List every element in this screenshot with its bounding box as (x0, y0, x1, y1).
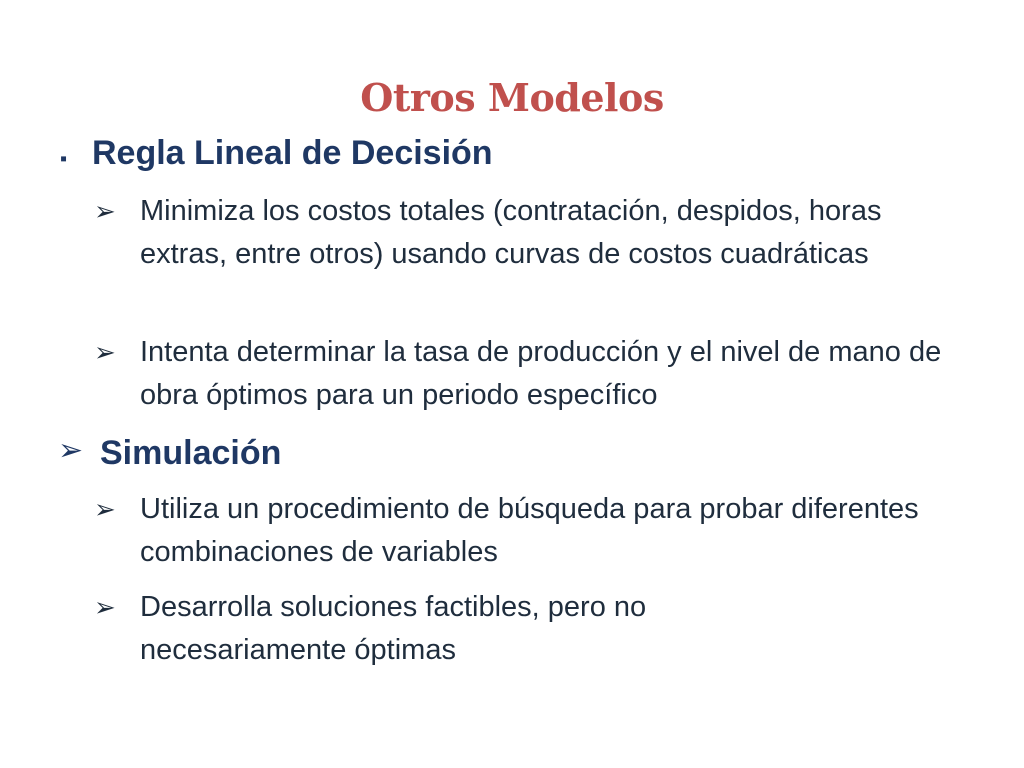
section-heading-regla-lineal (60, 132, 493, 174)
list-item-text: Intenta determinar la tasa de producción y el nivel de mano de obra óptimos para un periodo específico (140, 336, 942, 411)
list-item (94, 190, 960, 276)
list-item (94, 488, 960, 574)
list-item-text: Desarrolla soluciones factibles, pero no necesariamente óptimas (140, 591, 647, 666)
list-item (94, 331, 960, 417)
section-heading-simulacion (58, 432, 282, 474)
square-bullet-icon: ▪ (60, 148, 68, 170)
arrow-bullet-icon: ➢ (94, 592, 116, 622)
arrow-bullet-icon: ➢ (94, 196, 116, 226)
arrow-bullet-icon: ➢ (94, 494, 116, 524)
list-item-text: Utiliza un procedimiento de búsqueda para probar diferentes combinaciones de variables (140, 493, 919, 568)
list-item-text: Minimiza los costos totales (contratación, despidos, horas extras, entre otros) usando curvas de costos cuadráticas (140, 195, 882, 270)
list-item (94, 586, 780, 672)
section-heading-text: Simulación (100, 434, 282, 472)
section-heading-text: Regla Lineal de Decisión (92, 134, 493, 172)
arrow-bullet-icon: ➢ (58, 434, 84, 467)
slide-title: Otros Modelos (360, 75, 664, 120)
arrow-bullet-icon: ➢ (94, 337, 116, 367)
